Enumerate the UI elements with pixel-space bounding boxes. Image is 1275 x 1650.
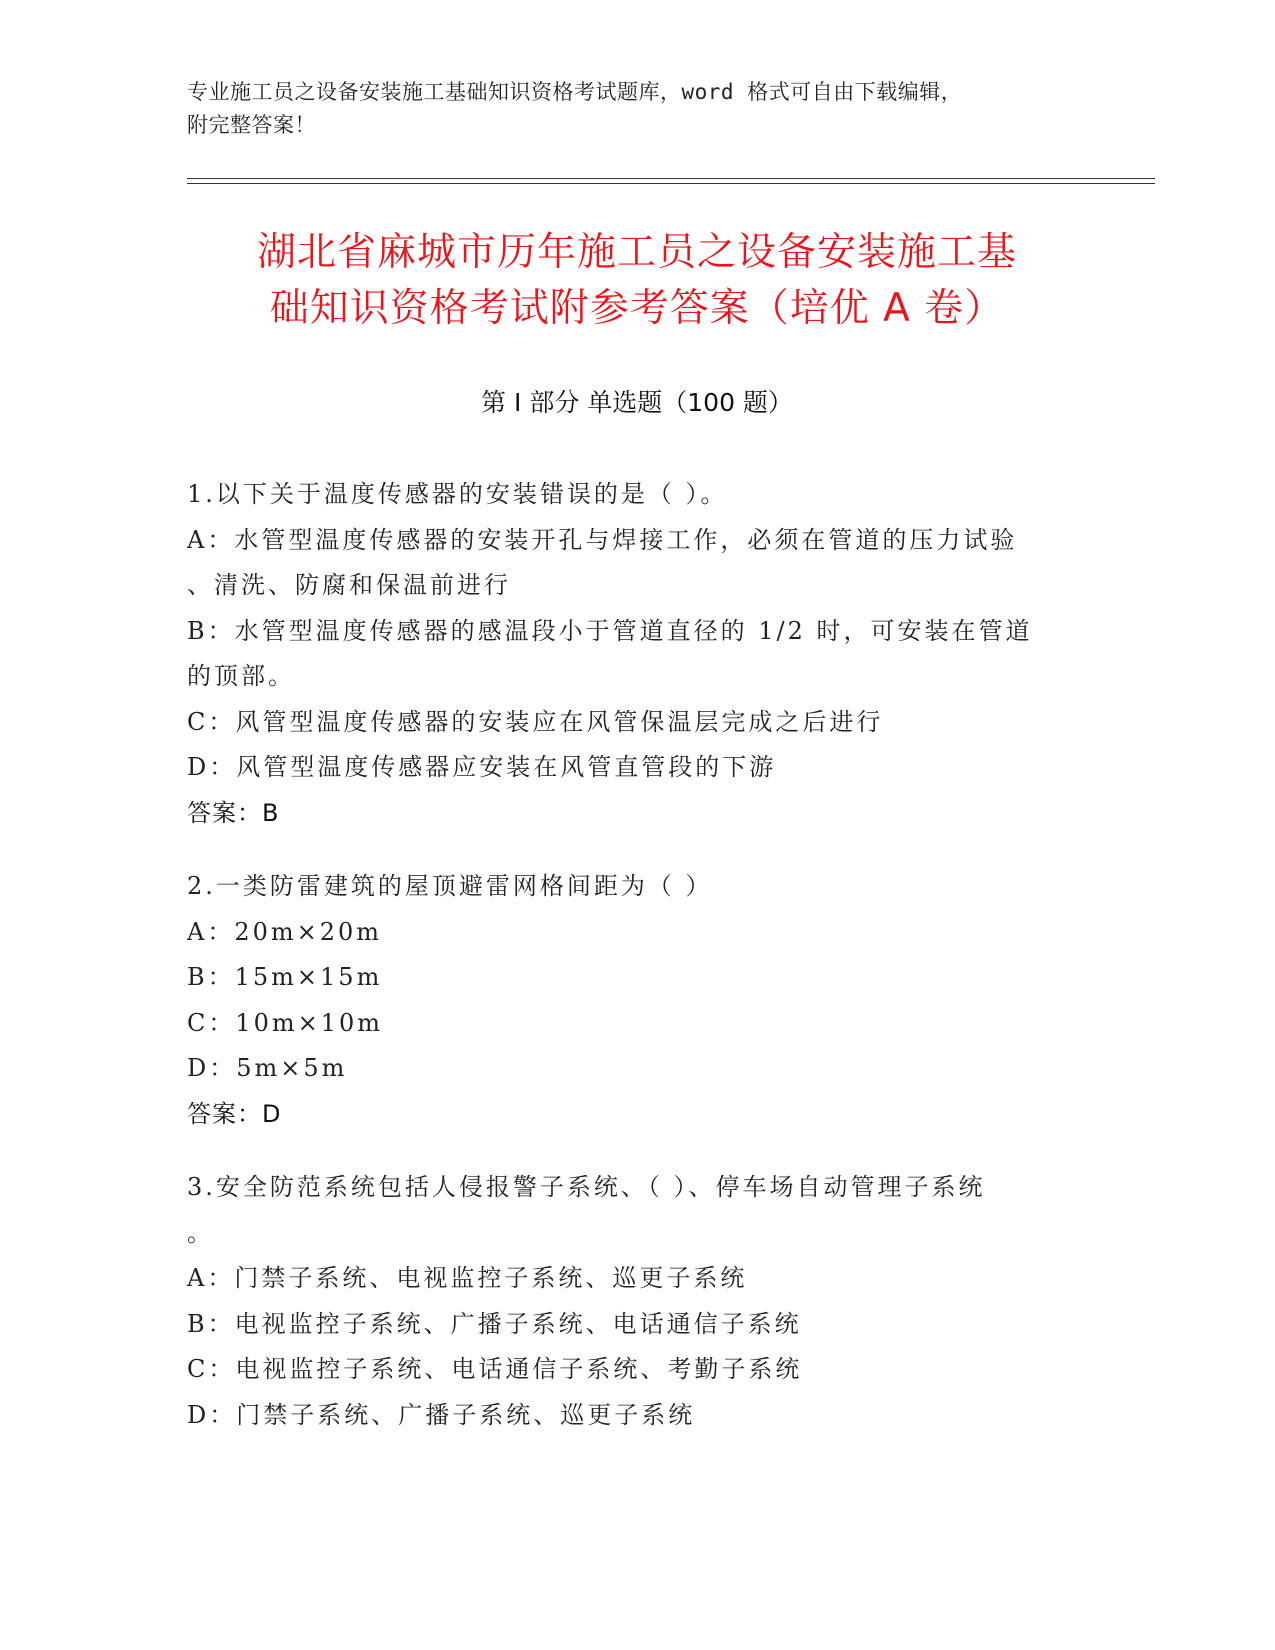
question-1-option-a-cont: 、清洗、防腐和保温前进行: [187, 571, 511, 599]
question-3-option-b: B：电视监控子系统、广播子系统、电话通信子系统: [187, 1309, 802, 1338]
question-1-option-b-cont: 的顶部。: [187, 662, 295, 690]
question-3-option-d: D：门禁子系统、广播子系统、巡更子系统: [187, 1400, 696, 1429]
question-1-stem: 1.以下关于温度传感器的安装错误的是（ ）。: [187, 480, 728, 508]
question-2-stem: 2.一类防雷建筑的屋顶避雷网格间距为（ ）: [187, 872, 713, 900]
question-1-answer: 答案：B: [187, 798, 280, 827]
question-3-option-a: A：门禁子系统、电视监控子系统、巡更子系统: [187, 1264, 748, 1292]
question-2-option-d: D：5m×5m: [187, 1054, 348, 1082]
question-3-option-c: C：电视监控子系统、电话通信子系统、考勤子系统: [187, 1355, 803, 1383]
question-2-option-a: A：20m×20m: [187, 917, 383, 946]
question-1-option-a: A：水管型温度传感器的安装开孔与焊接工作，必须在管道的压力试验: [187, 525, 1018, 554]
question-1-option-c: C：风管型温度传感器的安装应在风管保温层完成之后进行: [187, 707, 884, 736]
header-note-line-1: 专业施工员之设备安装施工基础知识资格考试题库，word 格式可自由下载编辑，: [187, 80, 963, 104]
question-3-stem-cont: 。: [187, 1218, 214, 1247]
question-3: [187, 1165, 1077, 1438]
question-2-option-c: C：10m×10m: [187, 1008, 384, 1037]
question-2-option-b: B：15m×15m: [187, 963, 383, 991]
question-list: [187, 472, 1077, 1466]
question-1-option-b: B：水管型温度传感器的感温段小于管道直径的 1/2 时，可安装在管道: [187, 616, 1033, 645]
header-note: [187, 76, 1067, 142]
question-2-answer: 答案：D: [187, 1099, 282, 1128]
document-title-line-2: 础知识资格考试附参考答案（培优 A 卷）: [269, 286, 1005, 331]
header-divider-top: [187, 178, 1155, 179]
question-3-stem: 3.安全防范系统包括人侵报警子系统、（ ）、停车场自动管理子系统: [187, 1173, 986, 1201]
question-1: [187, 472, 1077, 836]
section-heading: 第 I 部分 单选题（100 题）: [481, 388, 793, 417]
question-2: [187, 864, 1077, 1137]
question-1-option-d: D：风管型温度传感器应安装在风管直管段的下游: [187, 753, 777, 781]
header-note-line-2: 附完整答案！: [187, 113, 316, 137]
document-title: [187, 225, 1087, 337]
header-divider-bottom: [187, 183, 1155, 184]
document-title-line-1: 湖北省麻城市历年施工员之设备安装施工基: [256, 230, 1017, 275]
